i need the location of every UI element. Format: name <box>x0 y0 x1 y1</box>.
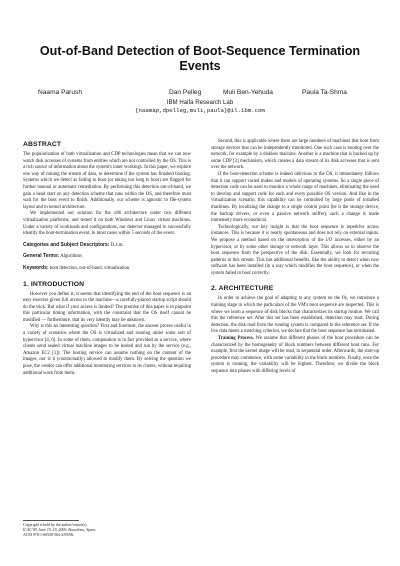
copyright-footnote <box>23 523 191 539</box>
keywords-label: Keywords: <box>23 264 49 271</box>
categories-label: Categories and Subject Descriptors: <box>23 241 110 248</box>
keywords-value: boot detection, out-of-band, virtualization. <box>48 265 131 271</box>
body-paragraph: Second, this is applicable where there are large numbers of machines that boot from storage devices that can be independently monitored. One such case is booting over the network, for example by a diskless machine. Another is a machine that is backed up by some CDP [3] mechanism, which creates a data stream of its disk accesses that is sent over the network. <box>211 139 379 171</box>
affiliation: IBM Haifa Research Lab <box>166 99 234 106</box>
author-emails: {naamap,dpelleg,muli,paula}@il.ibm.com <box>135 107 265 114</box>
general-terms-label: General Terms: <box>23 253 60 260</box>
body-paragraph: Technologically, our key insight is that the boot sequence is repetitive across instances. This is because it is nearly spontaneous and does not rely on external inputs. We propose a method based on the interception of the I/O accesses, either by an hypervisor, or by some other storage or network layer. This allows us to observe the boot sequence from the perspective of the disk. Essentially, we look for recurring patterns in this stream. This has additional benefits, like the ability to detect when new software has been installed (in a way which modifies the boot sequence), or when the system failed to boot correctly. <box>211 224 379 276</box>
author-name: Naama Parush <box>38 89 82 96</box>
author-name: Muli Ben-Yehuda <box>223 89 273 96</box>
abstract-paragraph: We implemented our solution for the x86 architecture under two different virtualization platforms, and tested it on both Windows and Linux virtual machines. Under a variety of workloads and configurations, our detector managed to successfully identify the boot-termination event, in most cases within 5 seconds of the event. <box>23 211 191 237</box>
author-name: Dan Pelleg <box>169 89 202 96</box>
architecture-heading: 2. ARCHITECTURE <box>211 285 274 293</box>
general-terms-line <box>23 253 191 261</box>
author-name: Paula Ta-Shma <box>302 89 347 96</box>
right-column <box>211 139 379 376</box>
footnote-line: Copyright is held by the author/owner(s). <box>23 523 88 527</box>
left-column <box>23 140 191 377</box>
paper-title: Out-of-Band Detection of Boot-Sequence Termination Events <box>39 44 361 73</box>
footnote-rule <box>23 520 79 521</box>
introduction-paragraph: Why is this an interesting question? First and foremost, the answer proves useful in a variety of scenarios where the OS is virtualized and running under some sort of hypervisor [4, 6]. In some of them, computation is in fact provided as a service, where clients send sealed virtual machine images to be hosted and run by the service (e.g., Amazon EC2 [1]). The hosting service can assume nothing on the content of the images, nor is it (contractually) allowed to modify them. By solving the question we pose, the vendor can offer additional monitoring services to its clients, without requiring additional work from them. <box>23 324 191 376</box>
body-paragraph: In order to achieve the goal of adapting to any system on the fly, we introduce a training stage in which the particulars of the VM's boot sequence are inspected. This is where we learn a sequence of disk blocks that characterizes its startup routine. We call this the reference set. After this set has been established, detection may start. During detection, the disk read from the running system is compared to the reference set. If the live data meets a matching criterion, we declare that the boot sequence has terminated. <box>211 296 379 335</box>
categories-line <box>23 242 191 250</box>
abstract-heading: ABSTRACT <box>23 141 62 148</box>
author-list <box>30 88 370 98</box>
categories-value: D.4.m. <box>109 242 124 248</box>
introduction-heading: 1. INTRODUCTION <box>23 280 85 288</box>
training-process-text: We assume that different phases of the boot procedure can be characterized by the homogeneity of block numbers between different boot runs. For example, first the kernel image will be read, in sequential order. Afterwards, the start-up procedure may commence, with some variability in the block numbers. Finally, once the system is running, the variability will be highest. Therefore, we divide the block sequence into phases with differing levels of <box>211 336 380 374</box>
introduction-paragraph: However you define it, it seems that identifying the end of the boot sequence is an easy exercise given full access to the machine—a carefully-placed startup script should do the trick. But what if your access is limited? The premise of this paper is to pinpoint this particular timing information, with the constraint that the OS itself cannot be modified — furthermore, that its very identity may be unknown. <box>23 291 191 323</box>
general-terms-value: Algorithms <box>59 254 82 260</box>
abstract-paragraph: The popularization of both virtualization and CDP technologies mean that we can now watch disk accesses of systems from entities which are not controlled by the OS. This is a rich source of information about the system's inner workings. In this paper, we explore one way of mining the stream of data, to determine if the system has finished booting. Systems which we detect as failing to boot (or taking too long to boot) are flagged for further manual or automatic remediation. By performing this detection out-of-band, we gain a head start on any detection scheme that runs within the OS, and therefore must wait for the boot event to finish. Additionally, our scheme is agnostic to file-system layout and to kernel architecture. <box>23 152 191 210</box>
body-paragraph: If the boot-detection scheme is indeed oblivious to the OS, it immediately follows that it can support varied makes and models of operating systems. So a single piece of detection code can be used to monitor a whole range of machines, eliminating the need to develop and support code for each and every possible OS version. And like in the virtualization scenario, this capability can be controlled by large pools of installed machines. By localizing the change to a single control point (be it the storage device, the backup drivers, or even a passive network sniffer), such a change is made immensely more economical. <box>211 171 379 224</box>
footnote-line: ACM 978-1-60558-564-2/09/06. <box>23 533 75 538</box>
keywords-line <box>23 265 191 273</box>
training-process-label: Training Process. <box>218 336 254 342</box>
training-process-paragraph <box>211 336 379 376</box>
footnote-line: ICAC'09, June 15–19, 2009, Barcelona, Spain. <box>23 528 97 533</box>
